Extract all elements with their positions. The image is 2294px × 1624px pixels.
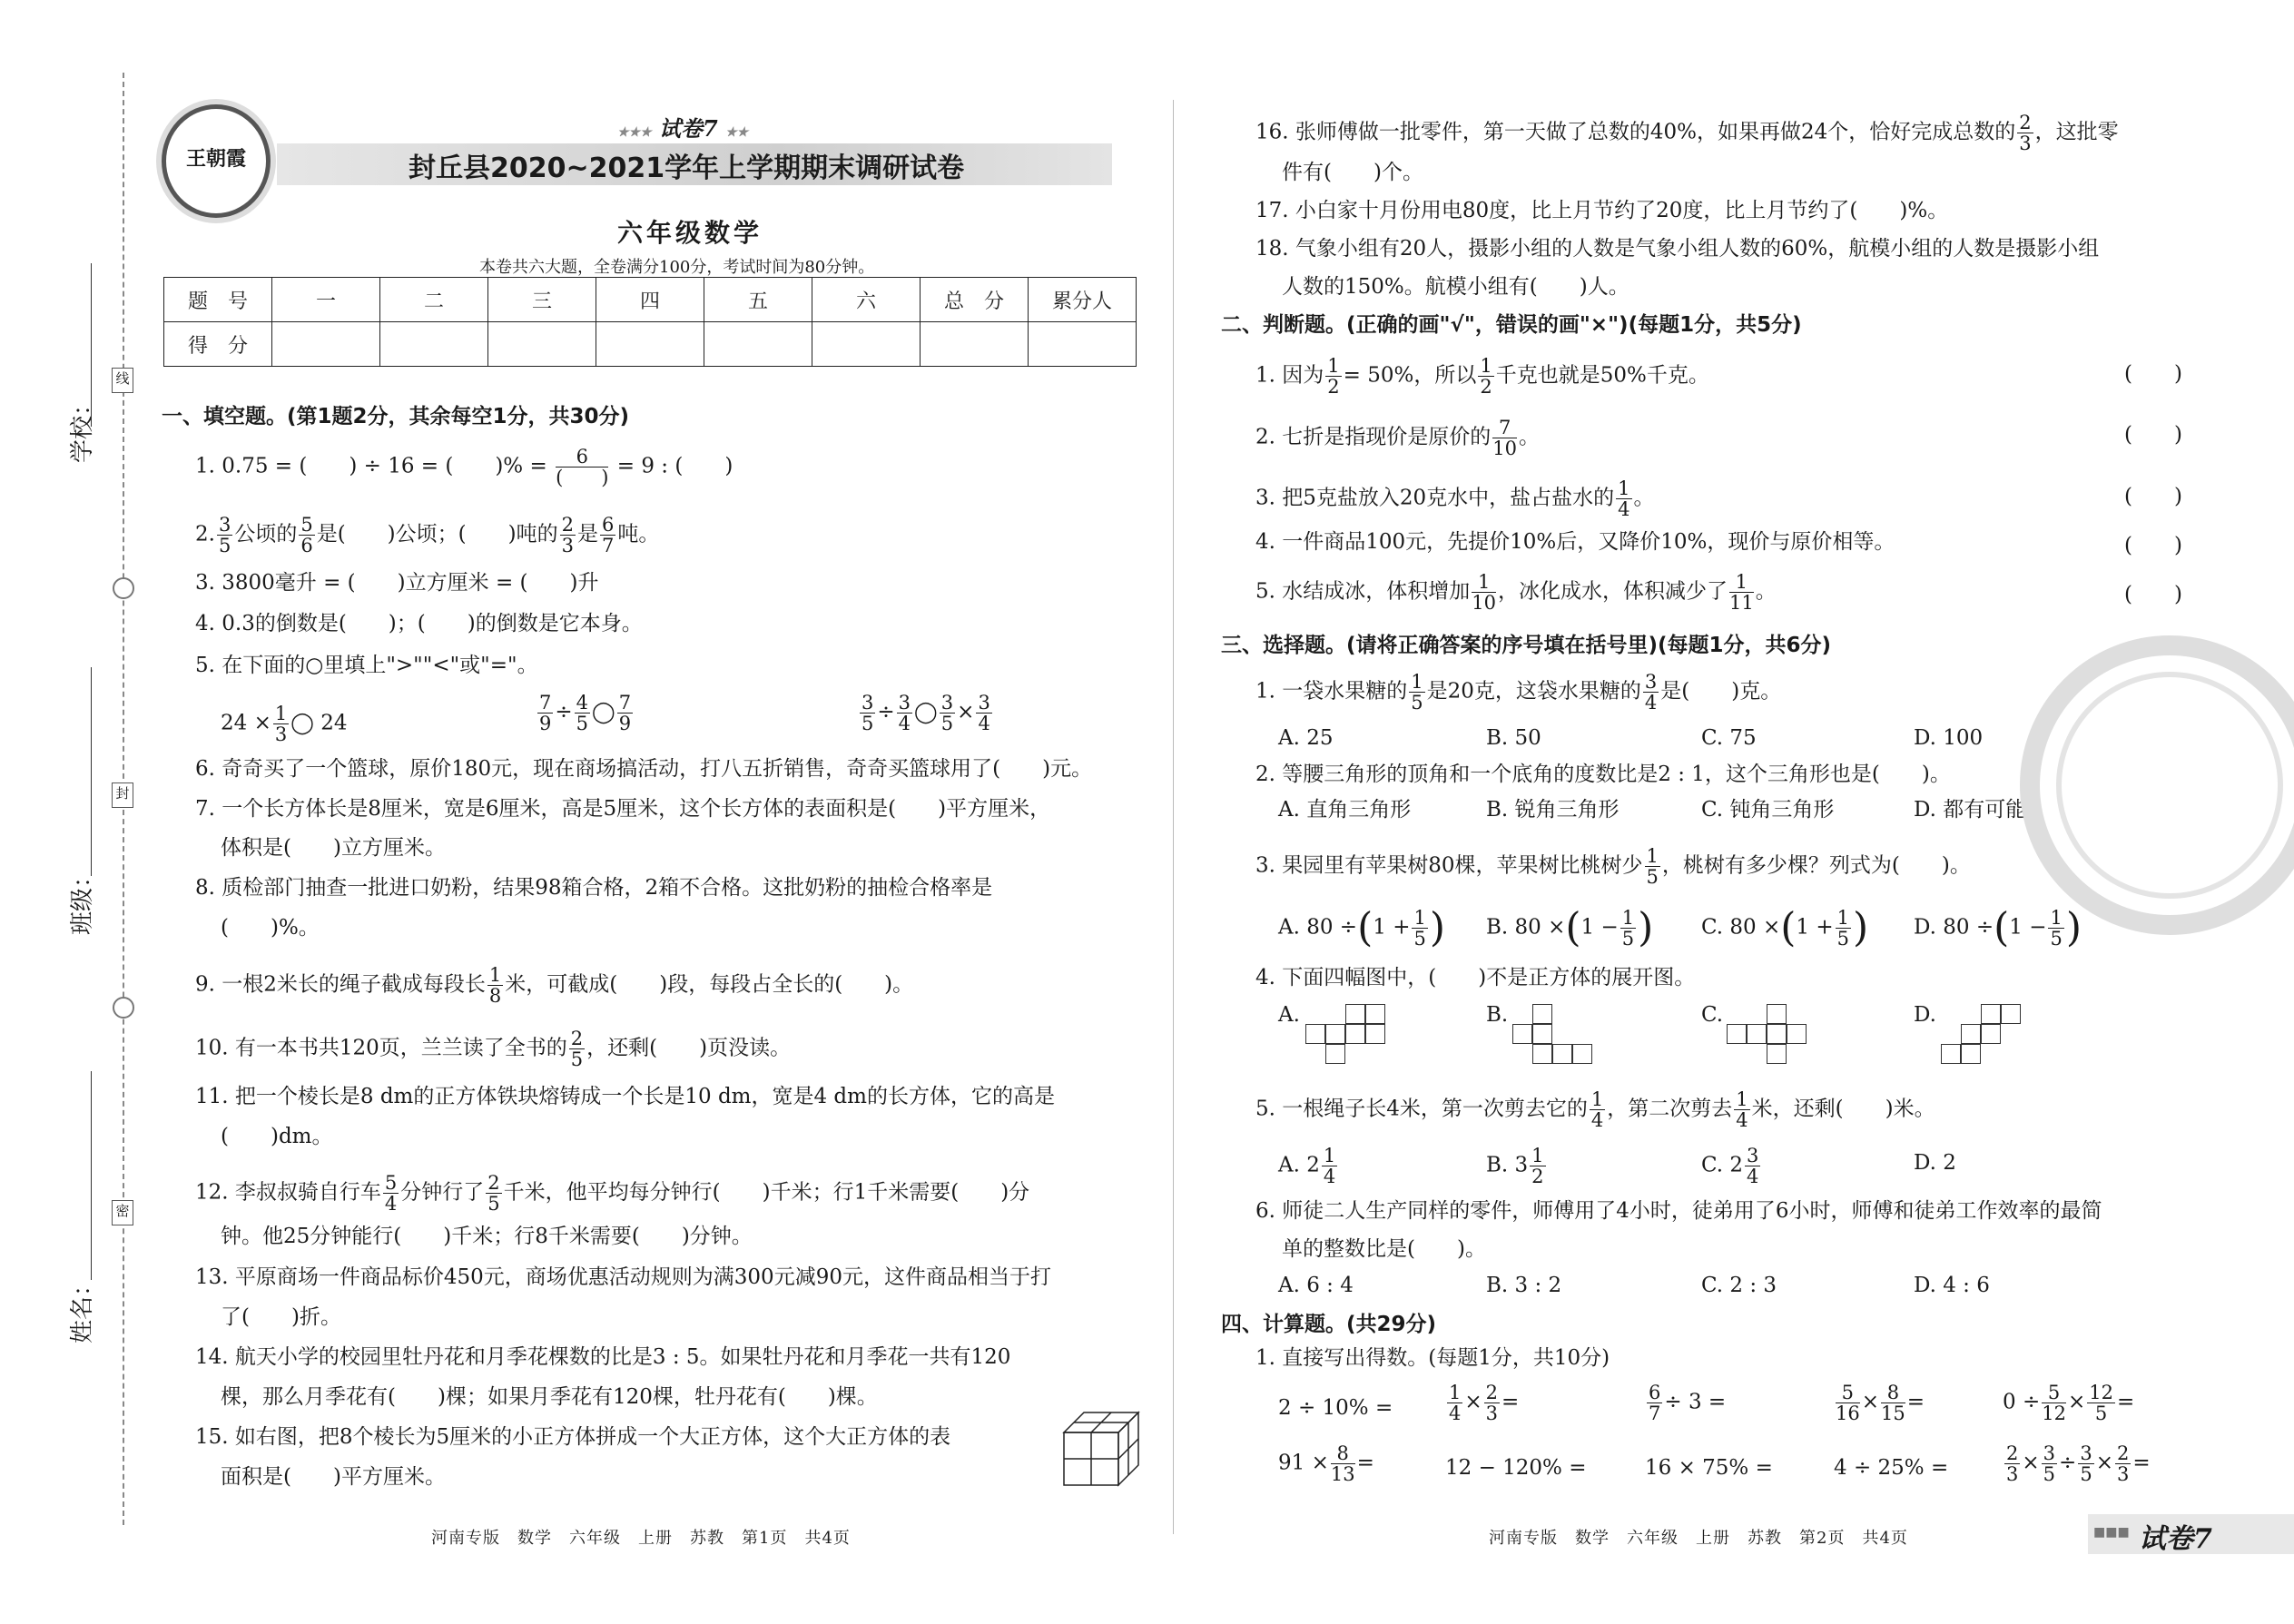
question-6: 6. 奇奇买了一个篮球，原价180元，现在商场搞活动，打八五折销售，奇奇买篮球用了( )元。 (195, 757, 1093, 781)
choice-5-opt-c[interactable]: C. 2 $\frac{3}{4}$ (1701, 1145, 1759, 1187)
cube-net-c (1727, 1004, 1826, 1064)
score-header-cell: 五 (704, 278, 812, 322)
binding-hole-1 (113, 577, 134, 599)
question-9: 9. 一根2米长的绳子截成每段长 $\frac{1}{8}$ 米，可截成( )段，每段占全长的( )。 (195, 964, 914, 1007)
question-5c: $\frac{3}{5}$ ÷ $\frac{3}{4}$ ◯ $\frac{3}{5}$ × $\frac{3}{4}$ (861, 692, 990, 734)
section-title-calc: 四、计算题。(共29分) (1221, 1313, 1437, 1336)
calc-7: 12 − 120% = (1445, 1456, 1587, 1480)
choice-6-opt-a[interactable]: A. 6 : 4 (1278, 1274, 1354, 1297)
cube-net-d (1941, 1004, 2041, 1064)
watermark-inner (2056, 672, 2283, 899)
judge-answer-5[interactable]: ( ) (2124, 583, 2182, 606)
choice-1-opt-c[interactable]: C. 75 (1701, 726, 1757, 750)
logo-text: 王朝霞 (185, 147, 246, 171)
score-cell[interactable] (704, 322, 812, 367)
school-field[interactable] (91, 263, 92, 427)
score-header-cell: 累分人 (1029, 278, 1137, 322)
question-17: 17. 小白家十月份用电80度，比上月节约了20度，比上月节约了( )%。 (1255, 199, 1949, 222)
calc-4: $\frac{5}{16}$ × $\frac{8}{15}$ = (1836, 1382, 1925, 1424)
question-5: 5. 在下面的○里填上">""<"或"="。 (195, 654, 538, 677)
question-12-line1: 12. 李叔叔骑自行车 $\frac{5}{4}$ 分钟行了 $\frac{2}{5}$ 千米，他平均每分钟行( )千米；行1千米需要( )分 (195, 1172, 1030, 1215)
question-15-line1: 15. 如右图，把8个棱长为5厘米的小正方体拼成一个大正方体，这个大正方体的表 (195, 1425, 951, 1449)
choice-5-opt-d[interactable]: D. 2 (1914, 1151, 1956, 1175)
judge-answer-3[interactable]: ( ) (2124, 485, 2182, 508)
exam-title: 封丘县2020~2021学年上学期期末调研试卷 (409, 153, 965, 184)
choice-4-opt-c[interactable]: C. (1701, 1003, 1724, 1027)
choice-3-opt-b[interactable]: B. 80 ×(1 − $\frac{1}{5}$ ) (1486, 904, 1654, 951)
footer-page2: 河南专版 数学 六年级 上册 苏教 第2页 共4页 (1489, 1529, 1908, 1548)
choice-6-line1: 6. 师徒二人生产同样的零件，师傅用了4小时，徒弟用了6小时，师傅和徒弟工作效率的最简 (1255, 1199, 2102, 1223)
question-16-line2: 件有( )个。 (1282, 161, 1423, 184)
corner-squares: ■■■ (2093, 1525, 2130, 1540)
judge-1: 1. 因为 $\frac{1}{2}$ = 50%，所以 $\frac{1}{2}$ 千克也就是50%千克。 (1255, 355, 1709, 398)
question-14-line1: 14. 航天小学的校园里牡丹花和月季花棵数的比是3 : 5。如果牡丹花和月季花一共有120 (195, 1345, 1011, 1369)
binding-mark-feng: 封 (112, 782, 133, 808)
calc-intro: 1. 直接写出得数。(每题1分，共10分) (1255, 1346, 1610, 1370)
class-field[interactable] (91, 667, 92, 876)
logo-seal (162, 104, 271, 218)
choice-3-opt-c[interactable]: C. 80 ×(1 + $\frac{1}{5}$ ) (1701, 904, 1869, 951)
calc-10: $\frac{2}{3}$ × $\frac{3}{5}$ ÷ $\frac{3}{5}$ × $\frac{2}{3}$ = (2006, 1442, 2151, 1485)
cube-net-b (1512, 1004, 1612, 1064)
choice-4-opt-a[interactable]: A. (1278, 1003, 1300, 1027)
question-15-line2: 面积是( )平方厘米。 (221, 1465, 446, 1489)
calc-5: 0 ÷ $\frac{5}{12}$ × $\frac{12}{5}$ = (2003, 1382, 2135, 1424)
score-cell[interactable] (921, 322, 1029, 367)
score-header-cell: 题 号 (164, 278, 272, 322)
cube-net-a (1305, 1004, 1405, 1064)
exam-note: 本卷共六大题，全卷满分100分，考试时间为80分钟。 (479, 258, 875, 277)
choice-3-opt-a[interactable]: A. 80 ÷(1 + $\frac{1}{5}$ ) (1278, 904, 1446, 951)
score-cell[interactable] (380, 322, 488, 367)
score-header-cell: 总 分 (921, 278, 1029, 322)
question-5a: 24 × $\frac{1}{3}$ ◯ 24 (221, 703, 348, 745)
choice-2-opt-b[interactable]: B. 锐角三角形 (1486, 798, 1620, 822)
calc-6: 91 × $\frac{8}{13}$ = (1278, 1442, 1374, 1485)
binding-mark-xian: 线 (112, 368, 133, 393)
score-label: 得 分 (164, 322, 272, 367)
score-header-cell: 二 (380, 278, 488, 322)
question-18-line2: 人数的150%。航模小组有( )人。 (1282, 275, 1629, 299)
score-header-cell: 一 (272, 278, 380, 322)
choice-5: 5. 一根绳子长4米，第一次剪去它的 $\frac{1}{4}$ ，第二次剪去 $\frac{1}{4}$ 米，还剩( )米。 (1255, 1088, 1935, 1131)
choice-1: 1. 一袋水果糖的 $\frac{1}{5}$ 是20克，这袋水果糖的 $\frac{3}{4}$ 是( )克。 (1255, 671, 1782, 714)
binding-mark-mi: 密 (112, 1200, 133, 1225)
section-title-judge: 二、判断题。(正确的画"√"，错误的画"×")(每题1分，共5分) (1221, 313, 1802, 337)
question-16-line1: 16. 张师傅做一批零件，第一天做了总数的40%，如果再做24个，恰好完成总数的 $\frac{2}{3}$ ，这批零 (1255, 112, 2119, 154)
judge-answer-1[interactable]: ( ) (2124, 362, 2182, 386)
section-title-fill: 一、填空题。(第1题2分，其余每空1分，共30分) (162, 405, 630, 428)
score-value-row (164, 322, 1137, 367)
calc-3: $\frac{6}{7}$ ÷ 3 = (1649, 1382, 1727, 1424)
choice-1-opt-a[interactable]: A. 25 (1278, 726, 1334, 750)
question-11-line2: ( )dm。 (221, 1125, 333, 1148)
score-cell[interactable] (596, 322, 704, 367)
question-13-line1: 13. 平原商场一件商品标价450元，商场优惠活动规则为满300元减90元，这件商品相当于打 (195, 1265, 1051, 1289)
choice-4: 4. 下面四幅图中，( )不是正方体的展开图。 (1255, 966, 1696, 989)
choice-2: 2. 等腰三角形的顶角和一个底角的度数比是2 : 1，这个三角形也是( )。 (1255, 763, 1951, 786)
footer-page1: 河南专版 数学 六年级 上册 苏教 第1页 共4页 (431, 1529, 851, 1548)
choice-6-opt-c[interactable]: C. 2 : 3 (1701, 1274, 1777, 1297)
question-8-line2: ( )%。 (221, 916, 320, 940)
judge-2: 2. 七折是指现价是原价的 $\frac{7}{10}$ 。 (1255, 417, 1540, 459)
question-10: 10. 有一本书共120页，兰兰读了全书的 $\frac{2}{5}$ ，还剩( )页没读。 (195, 1028, 792, 1070)
question-4: 4. 0.3的倒数是( )；( )的倒数是它本身。 (195, 612, 643, 635)
judge-answer-4[interactable]: ( ) (2124, 534, 2182, 557)
school-label: 学校： (69, 391, 96, 463)
choice-5-opt-b[interactable]: B. 3 $\frac{1}{2}$ (1486, 1145, 1544, 1187)
score-header-row (164, 278, 1137, 322)
choice-1-opt-b[interactable]: B. 50 (1486, 726, 1541, 750)
question-14-line2: 棵，那么月季花有( )棵；如果月季花有120棵，牡丹花有( )棵。 (221, 1385, 878, 1409)
score-table (163, 277, 1137, 367)
score-cell[interactable] (488, 322, 596, 367)
question-2: 2. $\frac{3}{5}$ 公顷的 $\frac{5}{6}$ 是( )公顷；( )吨的 $\frac{2}{3}$ 是 $\frac{6}{7}$ 吨。 (195, 514, 660, 556)
judge-3: 3. 把5克盐放入20克水中，盐占盐水的 $\frac{1}{4}$ 。 (1255, 477, 1655, 520)
corner-label: 试卷7 (2139, 1523, 2212, 1555)
choice-5-opt-a[interactable]: A. 2 $\frac{1}{4}$ (1278, 1145, 1336, 1187)
choice-6-opt-b[interactable]: B. 3 : 2 (1486, 1274, 1562, 1297)
score-header-cell: 三 (488, 278, 596, 322)
question-11-line1: 11. 把一个棱长是8 dm的正方体铁块熔铸成一个长是10 dm，宽是4 dm的长方体，它的高是 (195, 1085, 1055, 1108)
name-field[interactable] (91, 1071, 92, 1280)
question-7-line2: 体积是( )立方厘米。 (221, 836, 446, 860)
score-cell[interactable] (1029, 322, 1137, 367)
question-12-line2: 钟。他25分钟能行( )千米；行8千米需要( )分钟。 (221, 1225, 753, 1248)
calc-1: 2 ÷ 10% = (1278, 1396, 1393, 1420)
score-cell[interactable] (272, 322, 380, 367)
choice-4-opt-b[interactable]: B. (1486, 1003, 1509, 1027)
question-5b: $\frac{7}{9}$ ÷ $\frac{4}{5}$ ◯ $\frac{7}{9}$ (539, 692, 632, 734)
page-divider (1173, 100, 1174, 1534)
question-3: 3. 3800毫升 = ( )立方厘米 = ( )升 (195, 571, 599, 595)
star-icon: ★★ (725, 125, 749, 140)
question-8-line1: 8. 质检部门抽查一批进口奶粉，结果98箱合格，2箱不合格。这批奶粉的抽检合格率是 (195, 876, 993, 900)
choice-4-opt-d[interactable]: D. (1914, 1003, 1936, 1027)
judge-4: 4. 一件商品100元，先提价10%后，又降价10%，现价与原价相等。 (1255, 530, 1895, 554)
score-cell[interactable] (812, 322, 921, 367)
choice-3: 3. 果园里有苹果树80棵，苹果树比桃树少 $\frac{1}{5}$ ，桃树有多少棵？列式为( )。 (1255, 845, 1971, 888)
choice-2-opt-d[interactable]: D. 都有可能 (1914, 798, 2027, 822)
star-icon: ★★★ (617, 125, 652, 140)
choice-2-opt-a[interactable]: A. 直角三角形 (1278, 798, 1412, 822)
question-7-line1: 7. 一个长方体长是8厘米，宽是6厘米，高是5厘米，这个长方体的表面积是( )平方厘米， (195, 797, 1051, 821)
choice-6-opt-d[interactable]: D. 4 : 6 (1914, 1274, 1990, 1297)
section-title-choice: 三、选择题。(请将正确答案的序号填在括号里)(每题1分，共6分) (1221, 634, 1832, 657)
calc-9: 4 ÷ 25% = (1834, 1456, 1949, 1480)
judge-5: 5. 水结成冰，体积增加 $\frac{1}{10}$ ，冰化成水，体积减少了 $\frac{1}{11}$ 。 (1255, 571, 1777, 614)
choice-6-line2: 单的整数比是( )。 (1282, 1237, 1486, 1261)
series-label: ★★★ 试卷7 ★★ (617, 115, 749, 142)
score-header-cell: 四 (596, 278, 704, 322)
choice-1-opt-d[interactable]: D. 100 (1914, 726, 1984, 750)
calc-8: 16 × 75% = (1645, 1456, 1773, 1480)
question-1: 1. 0.75 = ( ) ÷ 16 = ( )% = 6 ( ) = 9 : ( ) (195, 446, 733, 488)
subject-title: 六年级数学 (617, 218, 763, 248)
question-13-line2: 了( )折。 (221, 1305, 341, 1329)
name-label: 姓名： (69, 1272, 96, 1343)
calc-2: $\frac{1}{4}$ × $\frac{2}{3}$ = (1449, 1382, 1520, 1424)
cube-figure (1060, 1409, 1142, 1489)
judge-answer-2[interactable]: ( ) (2124, 423, 2182, 447)
choice-3-opt-d[interactable]: D. 80 ÷(1 − $\frac{1}{5}$ ) (1914, 904, 2082, 951)
score-header-cell: 六 (812, 278, 921, 322)
binding-hole-2 (113, 997, 134, 1019)
choice-2-opt-c[interactable]: C. 钝角三角形 (1701, 798, 1835, 822)
class-label: 班级： (69, 863, 96, 935)
question-18-line1: 18. 气象小组有20人，摄影小组的人数是气象小组人数的60%，航模小组的人数是摄影小组 (1255, 237, 2100, 261)
